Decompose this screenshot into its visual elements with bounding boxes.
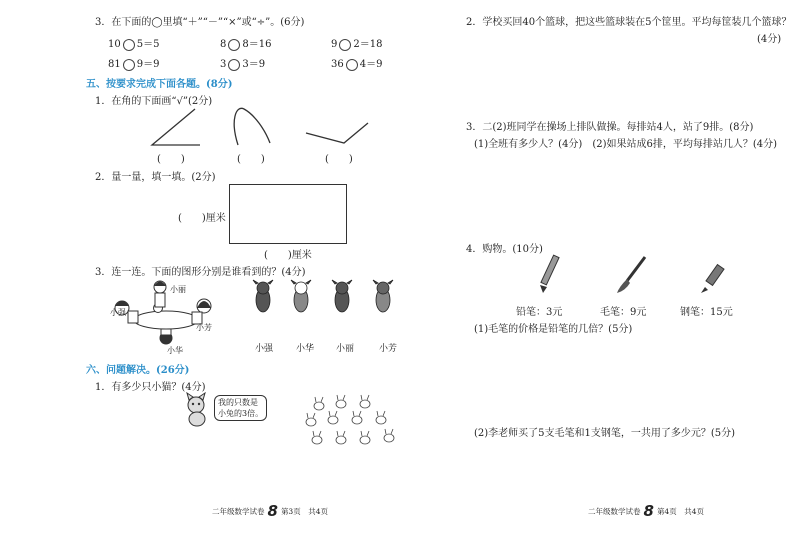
section-5-title: 五、按要求完成下面各题。(8分)	[86, 79, 233, 90]
kid-label-xiaoli: 小丽	[170, 285, 186, 294]
angle-shape-1	[152, 109, 200, 145]
bottom-length-blank[interactable]: ( )厘米	[264, 250, 312, 261]
equation-6: 36 4＝9	[331, 59, 383, 70]
r-q3-sub: (1)全班有多少人？(4分) (2)如果站成6排，平均每排站几人？(4分)	[474, 139, 778, 150]
answer-circle[interactable]	[123, 59, 135, 71]
right-page-footer: 二年级数学试卷 8 第4页 共4页	[588, 502, 704, 520]
side-length-blank[interactable]: ( )厘米	[178, 213, 226, 224]
equation-3: 9 2＝18	[331, 39, 383, 50]
measure-rectangle	[229, 184, 347, 244]
r-q2: 2．学校买回40个篮球，把这些篮球装在5个筐里。平均每筐装几个篮球？	[466, 17, 792, 28]
stationery-illustration	[535, 255, 745, 300]
equation-2: 8 8＝16	[220, 39, 272, 50]
angle-blank-2[interactable]: ( )	[237, 154, 265, 165]
toy-views	[250, 280, 400, 322]
equation-5: 3 3＝9	[220, 59, 266, 70]
answer-circle[interactable]	[339, 39, 351, 51]
angle-figures	[140, 105, 420, 150]
s5-q3: 3．连一连。下面的图形分别是谁看到的？(4分)	[95, 267, 306, 278]
r-q4-1: (1)毛笔的价格是铅笔的几倍？(5分)	[474, 324, 633, 335]
view-label-4: 小芳	[379, 344, 398, 354]
s5-q1: 1．在角的下面画“√”(2分)	[95, 96, 213, 107]
s5-q2: 2．量一量，填一填。(2分)	[95, 172, 216, 183]
equation-4: 81 9＝9	[108, 59, 160, 70]
pen-price: 钢笔：15元	[680, 307, 733, 318]
curve-shape-2	[234, 108, 270, 145]
rabbits-group-illustration	[305, 393, 405, 458]
answer-circle[interactable]	[346, 59, 358, 71]
r-q4: 4．购物。(10分)	[466, 244, 543, 255]
kid-label-xiaoqiang: 小强	[110, 308, 126, 317]
left-page-footer: 二年级数学试卷 8 第3页 共4页	[212, 502, 328, 520]
cat-speech-bubble: 我的只数是 小兔的3倍。	[214, 395, 267, 421]
angle-blank-1[interactable]: ( )	[157, 154, 185, 165]
s6-q1: 1．有多少只小猫？(4分)	[95, 382, 206, 393]
r-q3: 3．二(2)班同学在操场上排队做操。每排站4人，站了9排。(8分)	[466, 122, 754, 133]
answer-circle[interactable]	[228, 39, 240, 51]
brush-price: 毛笔：9元	[600, 307, 647, 318]
equation-1: 10 5＝5	[108, 39, 160, 50]
brush-icon	[617, 257, 645, 293]
pencil-icon	[540, 255, 559, 293]
view-label-2: 小华	[296, 344, 315, 354]
answer-circle[interactable]	[123, 39, 135, 51]
pencil-price: 铅笔：3元	[516, 307, 563, 318]
q3-title: 3．在下面的◯里填“＋”“－”“×”或“÷”。(6分)	[95, 17, 305, 28]
answer-circle[interactable]	[228, 59, 240, 71]
cat-illustration	[182, 393, 212, 428]
view-label-3: 小丽	[336, 344, 355, 354]
fountain-pen-icon	[701, 265, 724, 293]
angle-shape-3	[306, 123, 368, 143]
r-q4-2: (2)李老师买了5支毛笔和1支钢笔，一共用了多少元？(5分)	[474, 428, 736, 439]
angle-blank-3[interactable]: ( )	[325, 154, 353, 165]
kid-label-xiaohua: 小华	[167, 346, 183, 355]
view-label-1: 小强	[255, 344, 274, 354]
r-q2-score: (4分)	[757, 34, 782, 45]
section-6-title: 六、问题解决。(26分)	[86, 365, 190, 376]
kid-label-xiaofang: 小芳	[196, 323, 212, 332]
